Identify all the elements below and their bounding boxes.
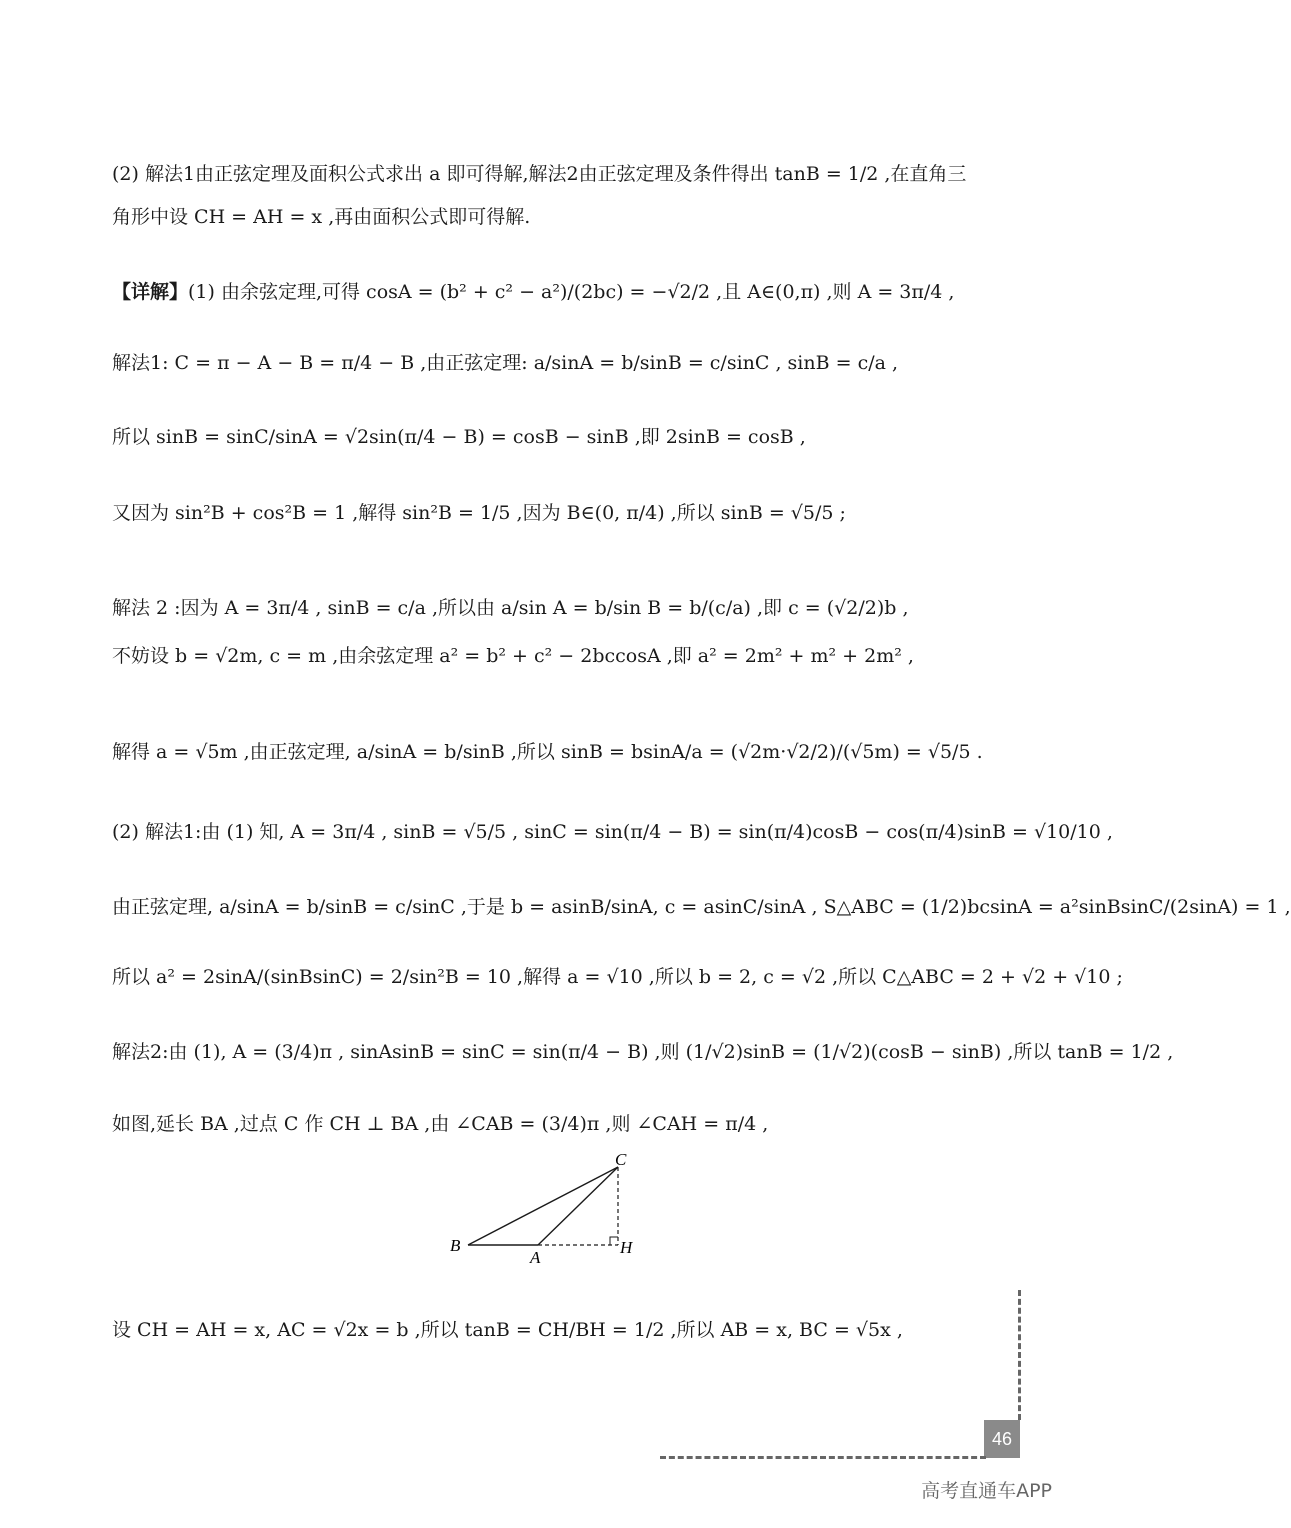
- text-line-11: 由正弦定理, a/sinA = b/sinB = c/sinC ,于是 b = asinB/sinA, c = asinC/sinA , S△ABC = (1/2)bcsinA = a²sinBsinC/(2sinA) = 1 ,: [112, 896, 1291, 918]
- page-number: 46: [984, 1420, 1020, 1458]
- dashed-border-vertical: [1018, 1290, 1021, 1420]
- text-line-7: 解法 2 :因为 A = 3π/4 , sinB = c/a ,所以由 a/sin A = b/sin B = b/(c/a) ,即 c = (√2/2)b ,: [112, 597, 909, 619]
- dashed-border-horizontal: [660, 1456, 986, 1459]
- text-line-9: 解得 a = √5m ,由正弦定理, a/sinA = b/sinB ,所以 sinB = bsinA/a = (√2m·√2/2)/(√5m) = √5/5 .: [112, 741, 983, 763]
- triangle-figure: [440, 1145, 660, 1265]
- text-line-14: 如图,延长 BA ,过点 C 作 CH ⊥ BA ,由 ∠CAB = (3/4)π ,则 ∠CAH = π/4 ,: [112, 1113, 769, 1135]
- detail-label: 【详解】: [112, 281, 189, 303]
- point-label-a: A: [530, 1248, 541, 1267]
- text-line-1: (2) 解法1由正弦定理及面积公式求出 a 即可得解,解法2由正弦定理及条件得出 tanB = 1/2 ,在直角三: [112, 163, 967, 185]
- text-line-10: (2) 解法1:由 (1) 知, A = 3π/4 , sinB = √5/5 , sinC = sin(π/4 − B) = sin(π/4)cosB − cos(π/4)sinB = √10/10 ,: [112, 821, 1113, 843]
- text-line-5: 所以 sinB = sinC/sinA = √2sin(π/4 − B) = cosB − sinB ,即 2sinB = cosB ,: [112, 426, 806, 448]
- watermark: 高考直通车APP: [921, 1480, 1052, 1502]
- text-line-6: 又因为 sin²B + cos²B = 1 ,解得 sin²B = 1/5 ,因为 B∈(0, π/4) ,所以 sinB = √5/5 ;: [112, 502, 846, 524]
- text-line-15: 设 CH = AH = x, AC = √2x = b ,所以 tanB = CH/BH = 1/2 ,所以 AB = x, BC = √5x ,: [112, 1319, 903, 1341]
- text-line-12: 所以 a² = 2sinA/(sinBsinC) = 2/sin²B = 10 ,解得 a = √10 ,所以 b = 2, c = √2 ,所以 C△ABC = 2 + √2 + √10 ;: [112, 966, 1123, 988]
- text-line-3: 【详解】(1) 由余弦定理,可得 cosA = (b² + c² − a²)/(2bc) = −√2/2 ,且 A∈(0,π) ,则 A = 3π/4 ,: [112, 281, 955, 303]
- text-line-8: 不妨设 b = √2m, c = m ,由余弦定理 a² = b² + c² − 2bccosA ,即 a² = 2m² + m² + 2m² ,: [112, 645, 914, 667]
- point-label-b: B: [450, 1236, 461, 1255]
- text-line-4: 解法1: C = π − A − B = π/4 − B ,由正弦定理: a/sinA = b/sinB = c/sinC , sinB = c/a ,: [112, 352, 899, 374]
- text-line-13: 解法2:由 (1), A = (3/4)π , sinAsinB = sinC = sin(π/4 − B) ,则 (1/√2)sinB = (1/√2)(cosB − sinB) ,所以 tanB = 1/2 ,: [112, 1041, 1174, 1063]
- point-label-c: C: [615, 1150, 627, 1169]
- text-line-2: 角形中设 CH = AH = x ,再由面积公式即可得解.: [112, 206, 531, 228]
- point-label-h: H: [620, 1238, 633, 1257]
